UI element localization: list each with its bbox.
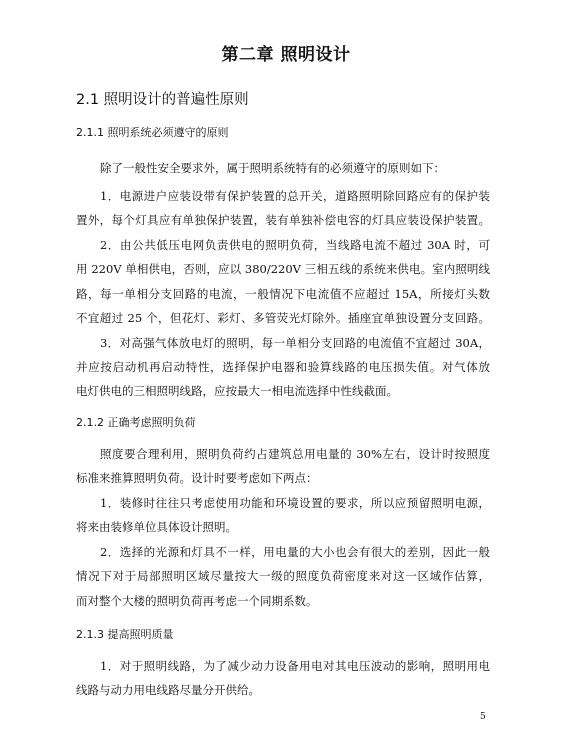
paragraph-line: 2．由公共低压电网负责供电的照明负荷，当线路电流不超过 30A 时，可 [100, 238, 490, 252]
paragraph-line: 线路与动力用电线路尽量分开供给。 [76, 683, 260, 697]
subsection-heading-2-1-2: 2.1.2 正确考虑照明负荷 [76, 416, 196, 429]
paragraph-line: 路，每一单相分支回路的电流，一般情况下电流值不应超过 15A，所接灯头数 [76, 287, 490, 301]
paragraph-line: 用 220V 单相供电，否则，应以 380/220V 三相五线的系统来供电。室内照明线 [76, 262, 490, 276]
page-number: 5 [480, 712, 486, 722]
paragraph-line: 电灯供电的三相照明线路，应按最大一相电流选择中性线截面。 [76, 384, 398, 398]
chapter-title: 第二章 照明设计 [221, 45, 351, 65]
paragraph-line: 1．电源进户应装设带有保护装置的总开关，道路照明除回路应有的保护装 [100, 189, 490, 203]
paragraph-line: 1．装修时往往只考虑使用功能和环境设置的要求，所以应预留照明电源， [100, 496, 490, 510]
paragraph-line: 不宜超过 25 个，但花灯、彩灯、多管荧光灯除外。插座宜单独设置分支回路。 [76, 311, 490, 325]
paragraph-line: 1．对于照明线路，为了减少动力设备用电对其电压波动的影响，照明用电 [100, 659, 490, 673]
paragraph-line: 除了一般性安全要求外，属于照明系统特有的必须遵守的原则如下： [100, 161, 445, 175]
paragraph-line: 3．对高强气体放电灯的照明，每一单相分支回路的电流值不宜超过 30A， [100, 336, 490, 350]
paragraph-line: 情况下对于局部照明区域尽量按大一级的照度负荷密度来对这一区域作估算， [76, 569, 490, 583]
section-heading: 2.1 照明设计的普遍性原则 [76, 92, 249, 108]
paragraph-line: 并应按启动机再启动特性，选择保护电器和验算线路的电压损失值。对气体放 [76, 360, 490, 374]
paragraph-line: 置外，每个灯具应有单独保护装置，装有单独补偿电容的灯具应装设保护装置。 [76, 213, 490, 227]
paragraph-line: 标准来推算照明负荷。设计时要考虑如下两点： [76, 471, 318, 485]
paragraph-line: 照度要合理利用，照明负荷约占建筑总用电量的 30%左右，设计时按照度 [100, 447, 490, 461]
paragraph-line: 将来由装修单位具体设计照明。 [76, 520, 237, 534]
subsection-heading-2-1-1: 2.1.1 照明系统必须遵守的原则 [76, 126, 229, 139]
paragraph-line: 而对整个大楼的照明负荷再考虑一个同期系数。 [76, 594, 318, 608]
subsection-heading-2-1-3: 2.1.3 提高照明质量 [76, 628, 174, 641]
paragraph-line: 2．选择的光源和灯具不一样，用电量的大小也会有很大的差别，因此一般 [100, 545, 490, 559]
